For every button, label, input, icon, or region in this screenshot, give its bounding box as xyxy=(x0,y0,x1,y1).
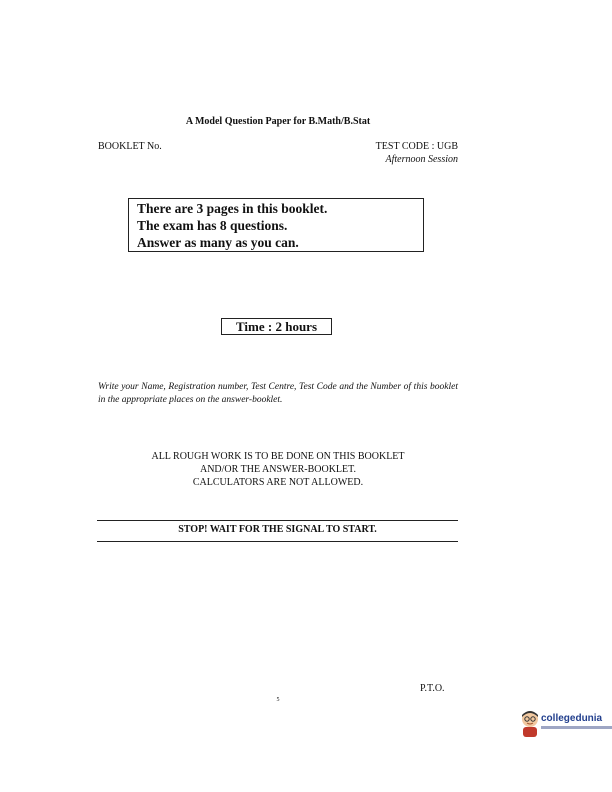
divider-top xyxy=(97,520,458,521)
booklet-label: BOOKLET No. xyxy=(98,141,162,152)
info-line-answer: Answer as many as you can. xyxy=(137,235,299,250)
rough-line-1: ALL ROUGH WORK IS TO BE DONE ON THIS BOOKLET xyxy=(151,451,405,462)
session-label: Afternoon Session xyxy=(385,154,458,165)
logo-text: collegedunia xyxy=(541,713,603,724)
info-box xyxy=(128,198,424,252)
time-box: Time : 2 hours xyxy=(221,318,332,335)
rough-line-3: CALCULATORS ARE NOT ALLOWED. xyxy=(192,477,364,488)
pto-label: P.T.O. xyxy=(420,683,445,694)
stop-notice: STOP! WAIT FOR THE SIGNAL TO START. xyxy=(178,524,377,535)
page-number: 5 xyxy=(276,697,280,703)
info-line-pages: There are 3 pages in this booklet. xyxy=(137,201,328,216)
page-title: A Model Question Paper for B.Math/B.Stat xyxy=(185,116,371,127)
test-code: TEST CODE : UGB xyxy=(375,141,458,152)
logo xyxy=(519,709,612,737)
rough-work-notice xyxy=(98,450,458,489)
rough-line-2: AND/OR THE ANSWER-BOOKLET. xyxy=(199,464,356,475)
mascot-icon xyxy=(519,709,541,737)
divider-bottom xyxy=(97,541,458,542)
instructions-text: Write your Name, Registration number, Test Centre, Test Code and the Number of this booklet in the appropriate places on the answer-booklet. xyxy=(98,382,458,405)
info-line-questions: The exam has 8 questions. xyxy=(137,218,288,233)
logo-tagline-bar xyxy=(541,726,612,729)
